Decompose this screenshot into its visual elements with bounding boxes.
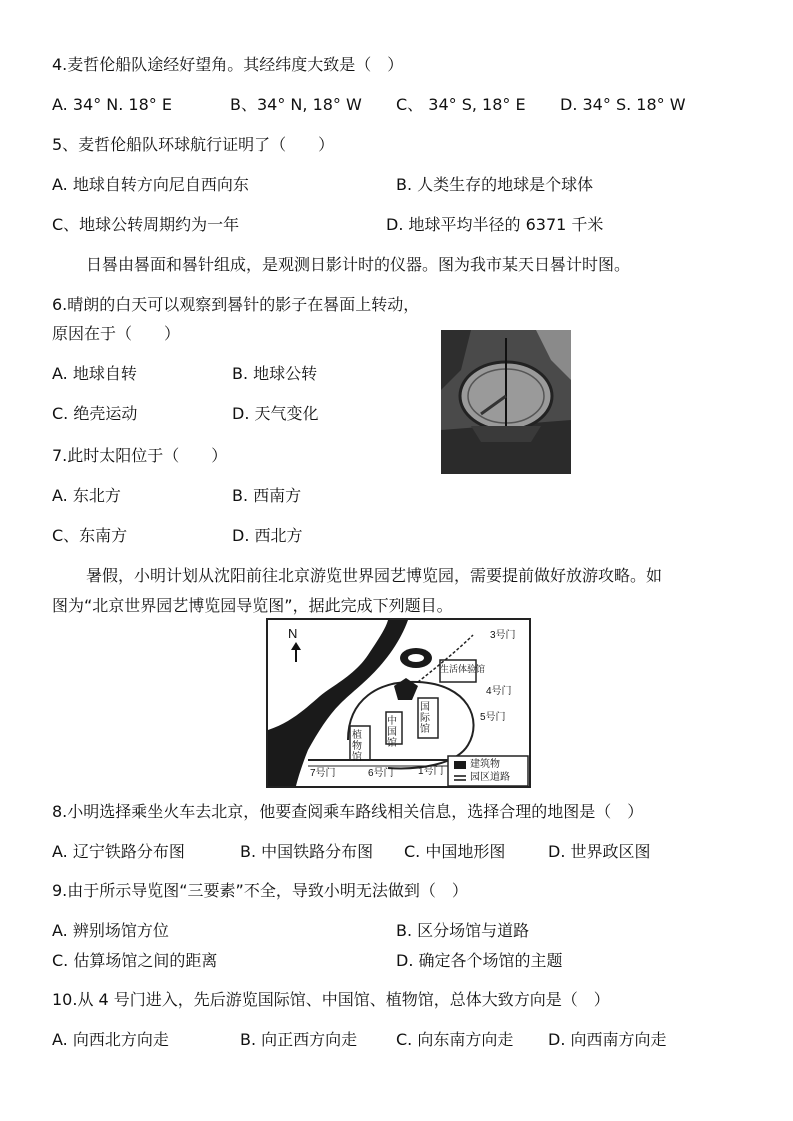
question-5-stem: 5、麦哲伦船队环球航行证明了（ ） xyxy=(52,135,335,154)
expo-guide-map xyxy=(266,618,531,788)
sundial-intro: 日晷由晷面和晷针组成，是观测日影计时的仪器。图为我市某天日晷计时图。 xyxy=(86,255,631,274)
q8-option-d: D. 世界政区图 xyxy=(548,842,651,861)
q6-option-c: C. 绝壳运动 xyxy=(52,404,138,423)
q6-option-a: A. 地球自转 xyxy=(52,364,137,383)
map-venue-china: 中国馆 xyxy=(387,716,397,749)
map-gate-7: 7号门 xyxy=(310,768,336,779)
question-6-stem-line1: 6.晴朗的白天可以观察到晷针的影子在晷面上转动， xyxy=(52,295,420,314)
question-8-stem: 8.小明选择乘坐火车去北京，他要查阅乘车路线相关信息，选择合理的地图是（ ） xyxy=(52,802,644,821)
map-intro-line1: 暑假，小明计划从沈阳前往北京游览世界园艺博览园，需要提前做好放游攻略。如 xyxy=(86,566,663,585)
map-gate-4: 4号门 xyxy=(486,686,512,697)
q4-option-d: D. 34° S. 18° W xyxy=(560,95,686,114)
map-gate-6: 6号门 xyxy=(368,768,394,779)
q10-option-c: C. 向东南方向走 xyxy=(396,1030,514,1049)
q7-option-a: A. 东北方 xyxy=(52,486,121,505)
map-north-label: N xyxy=(288,626,298,641)
question-4-stem: 4.麦哲伦船队途经好望角。其经纬度大致是（ ） xyxy=(52,55,404,74)
map-intro-line2: 图为“北京世界园艺博览园导览图”，据此完成下列题目。 xyxy=(52,596,453,615)
q10-option-b: B. 向正西方向走 xyxy=(240,1030,358,1049)
q7-option-b: B. 西南方 xyxy=(232,486,302,505)
q4-option-b: B、34° N, 18° W xyxy=(230,95,362,114)
map-venue-life: 生活体验馆 xyxy=(440,664,486,674)
question-10-stem: 10.从 4 号门进入，先后游览国际馆、中国馆、植物馆，总体大致方向是（ ） xyxy=(52,990,610,1009)
q8-option-c: C. 中国地形图 xyxy=(404,842,506,861)
q9-option-a: A. 辨别场馆方位 xyxy=(52,921,169,940)
q8-option-a: A. 辽宁铁路分布图 xyxy=(52,842,185,861)
q6-option-b: B. 地球公转 xyxy=(232,364,318,383)
map-legend-building: 建筑物 xyxy=(470,759,500,770)
q5-option-b: B. 人类生存的地球是个球体 xyxy=(396,175,594,194)
map-venue-intl: 国际馆 xyxy=(420,702,430,735)
q10-option-d: D. 向西南方向走 xyxy=(548,1030,667,1049)
q4-option-a: A. 34° N. 18° E xyxy=(52,95,172,114)
q9-option-b: B. 区分场馆与道路 xyxy=(396,921,530,940)
q5-option-d: D. 地球平均半径的 6371 千米 xyxy=(386,215,604,234)
q4-option-c: C、 34° S, 18° E xyxy=(396,95,526,114)
q9-option-d: D. 确定各个场馆的主题 xyxy=(396,951,563,970)
map-legend-road: 园区道路 xyxy=(470,772,510,783)
map-gate-3: 3号门 xyxy=(490,630,516,641)
sundial-photo xyxy=(441,330,571,474)
map-gate-1: 1号门 xyxy=(418,766,444,777)
map-gate-5: 5号门 xyxy=(480,712,506,723)
map-venue-plant: 植物馆 xyxy=(352,730,362,763)
question-9-stem: 9.由于所示导览图“三要素”不全，导致小明无法做到（ ） xyxy=(52,881,468,900)
q7-option-c: C、东南方 xyxy=(52,526,128,545)
q8-option-b: B. 中国铁路分布图 xyxy=(240,842,374,861)
q6-option-d: D. 天气变化 xyxy=(232,404,319,423)
question-6-stem-line2: 原因在于（ ） xyxy=(52,324,181,343)
q5-option-a: A. 地球自转方向尼自西向东 xyxy=(52,175,249,194)
q9-option-c: C. 估算场馆之间的距离 xyxy=(52,951,218,970)
q10-option-a: A. 向西北方向走 xyxy=(52,1030,169,1049)
q5-option-c: C、地球公转周期约为一年 xyxy=(52,215,240,234)
question-7-stem: 7.此时太阳位于（ ） xyxy=(52,446,228,465)
q7-option-d: D. 西北方 xyxy=(232,526,303,545)
